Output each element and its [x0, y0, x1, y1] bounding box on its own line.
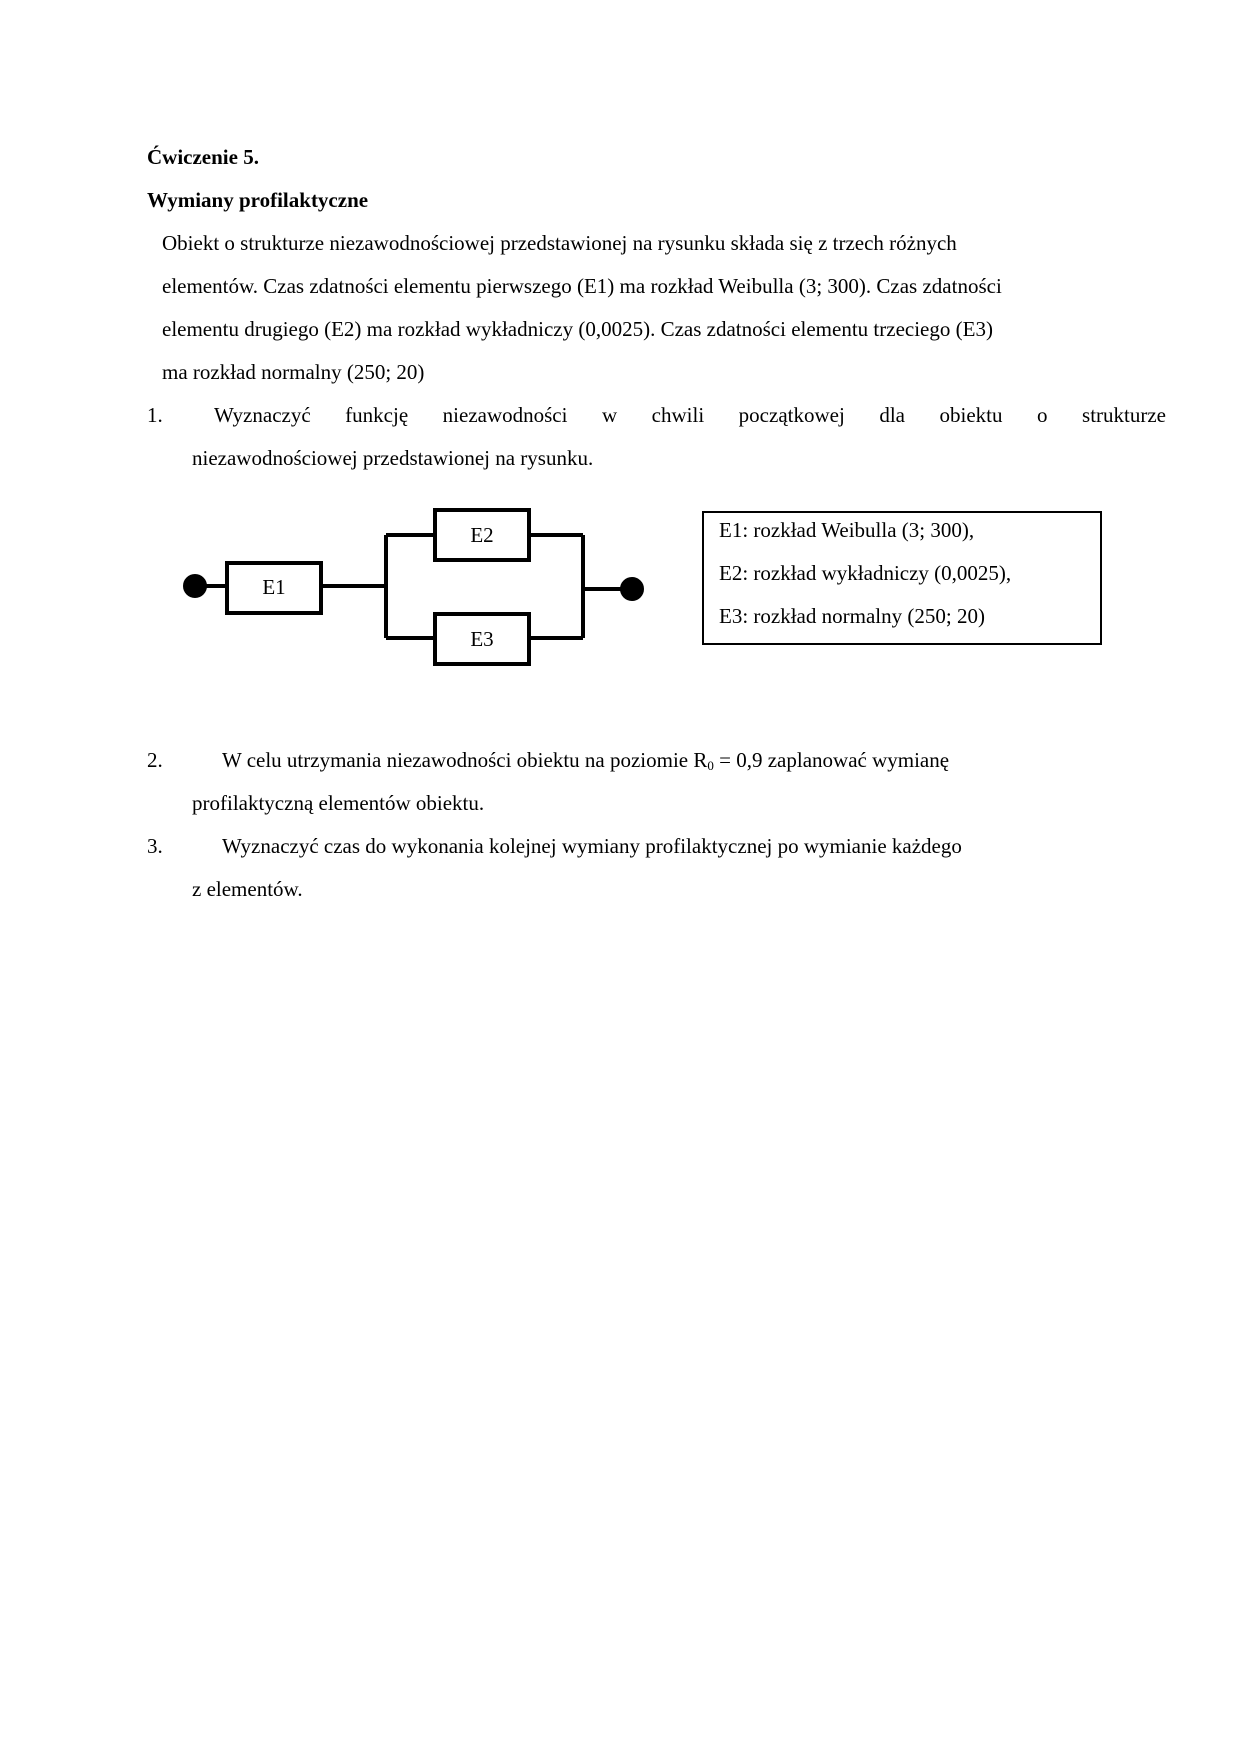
task-3-line-2: z elementów. — [192, 877, 303, 901]
task-1-number: 1. — [147, 403, 163, 427]
block-e3-label: E3 — [470, 627, 494, 651]
exercise-subtitle: Wymiany profilaktyczne — [147, 188, 369, 212]
distribution-legend-box — [702, 511, 1102, 645]
task-2-line-2: profilaktyczną elementów obiektu. — [192, 791, 485, 815]
intro-line-3: elementu drugiego (E2) ma rozkład wykładniczy (0,0025). Czas zdatności elementu trzeciego (E3) — [162, 317, 993, 341]
task-2-subscript: 0 — [707, 758, 714, 773]
output-terminal — [622, 579, 642, 599]
task-2-text-start: W celu utrzymania niezawodności obiektu na poziomie R — [222, 748, 708, 772]
task-1-line-2: niezawodnościowej przedstawionej na rysunku. — [192, 446, 594, 470]
legend-e1: E1: rozkład Weibulla (3; 300), — [719, 518, 975, 542]
task-1-line-1: Wyznaczyć funkcję niezawodności w chwili początkowej dla obiektu o strukturze — [214, 403, 1166, 427]
exercise-title: Ćwiczenie 5. — [147, 145, 259, 169]
task-2-text-end: = 0,9 zaplanować wymianę — [713, 748, 950, 772]
task-2-number: 2. — [147, 748, 163, 772]
task-3-line-1: Wyznaczyć czas do wykonania kolejnej wymiany profilaktycznej po wymianie każdego — [222, 834, 962, 858]
intro-line-2: elementów. Czas zdatności elementu pierwszego (E1) ma rozkład Weibulla (3; 300). Czas zdatności — [162, 274, 1002, 298]
block-e2-label: E2 — [470, 523, 494, 547]
intro-line-1: Obiekt o strukturze niezawodnościowej przedstawionej na rysunku składa się z trzech różnych — [162, 231, 957, 255]
task-2-line-1 — [222, 747, 949, 773]
legend-e3: E3: rozkład normalny (250; 20) — [719, 604, 985, 628]
task-3-number: 3. — [147, 834, 163, 858]
legend-e2: E2: rozkład wykładniczy (0,0025), — [719, 561, 1012, 585]
intro-line-4: ma rozkład normalny (250; 20) — [162, 360, 425, 384]
block-e1-label: E1 — [262, 575, 286, 599]
reliability-block-diagram — [175, 505, 655, 675]
